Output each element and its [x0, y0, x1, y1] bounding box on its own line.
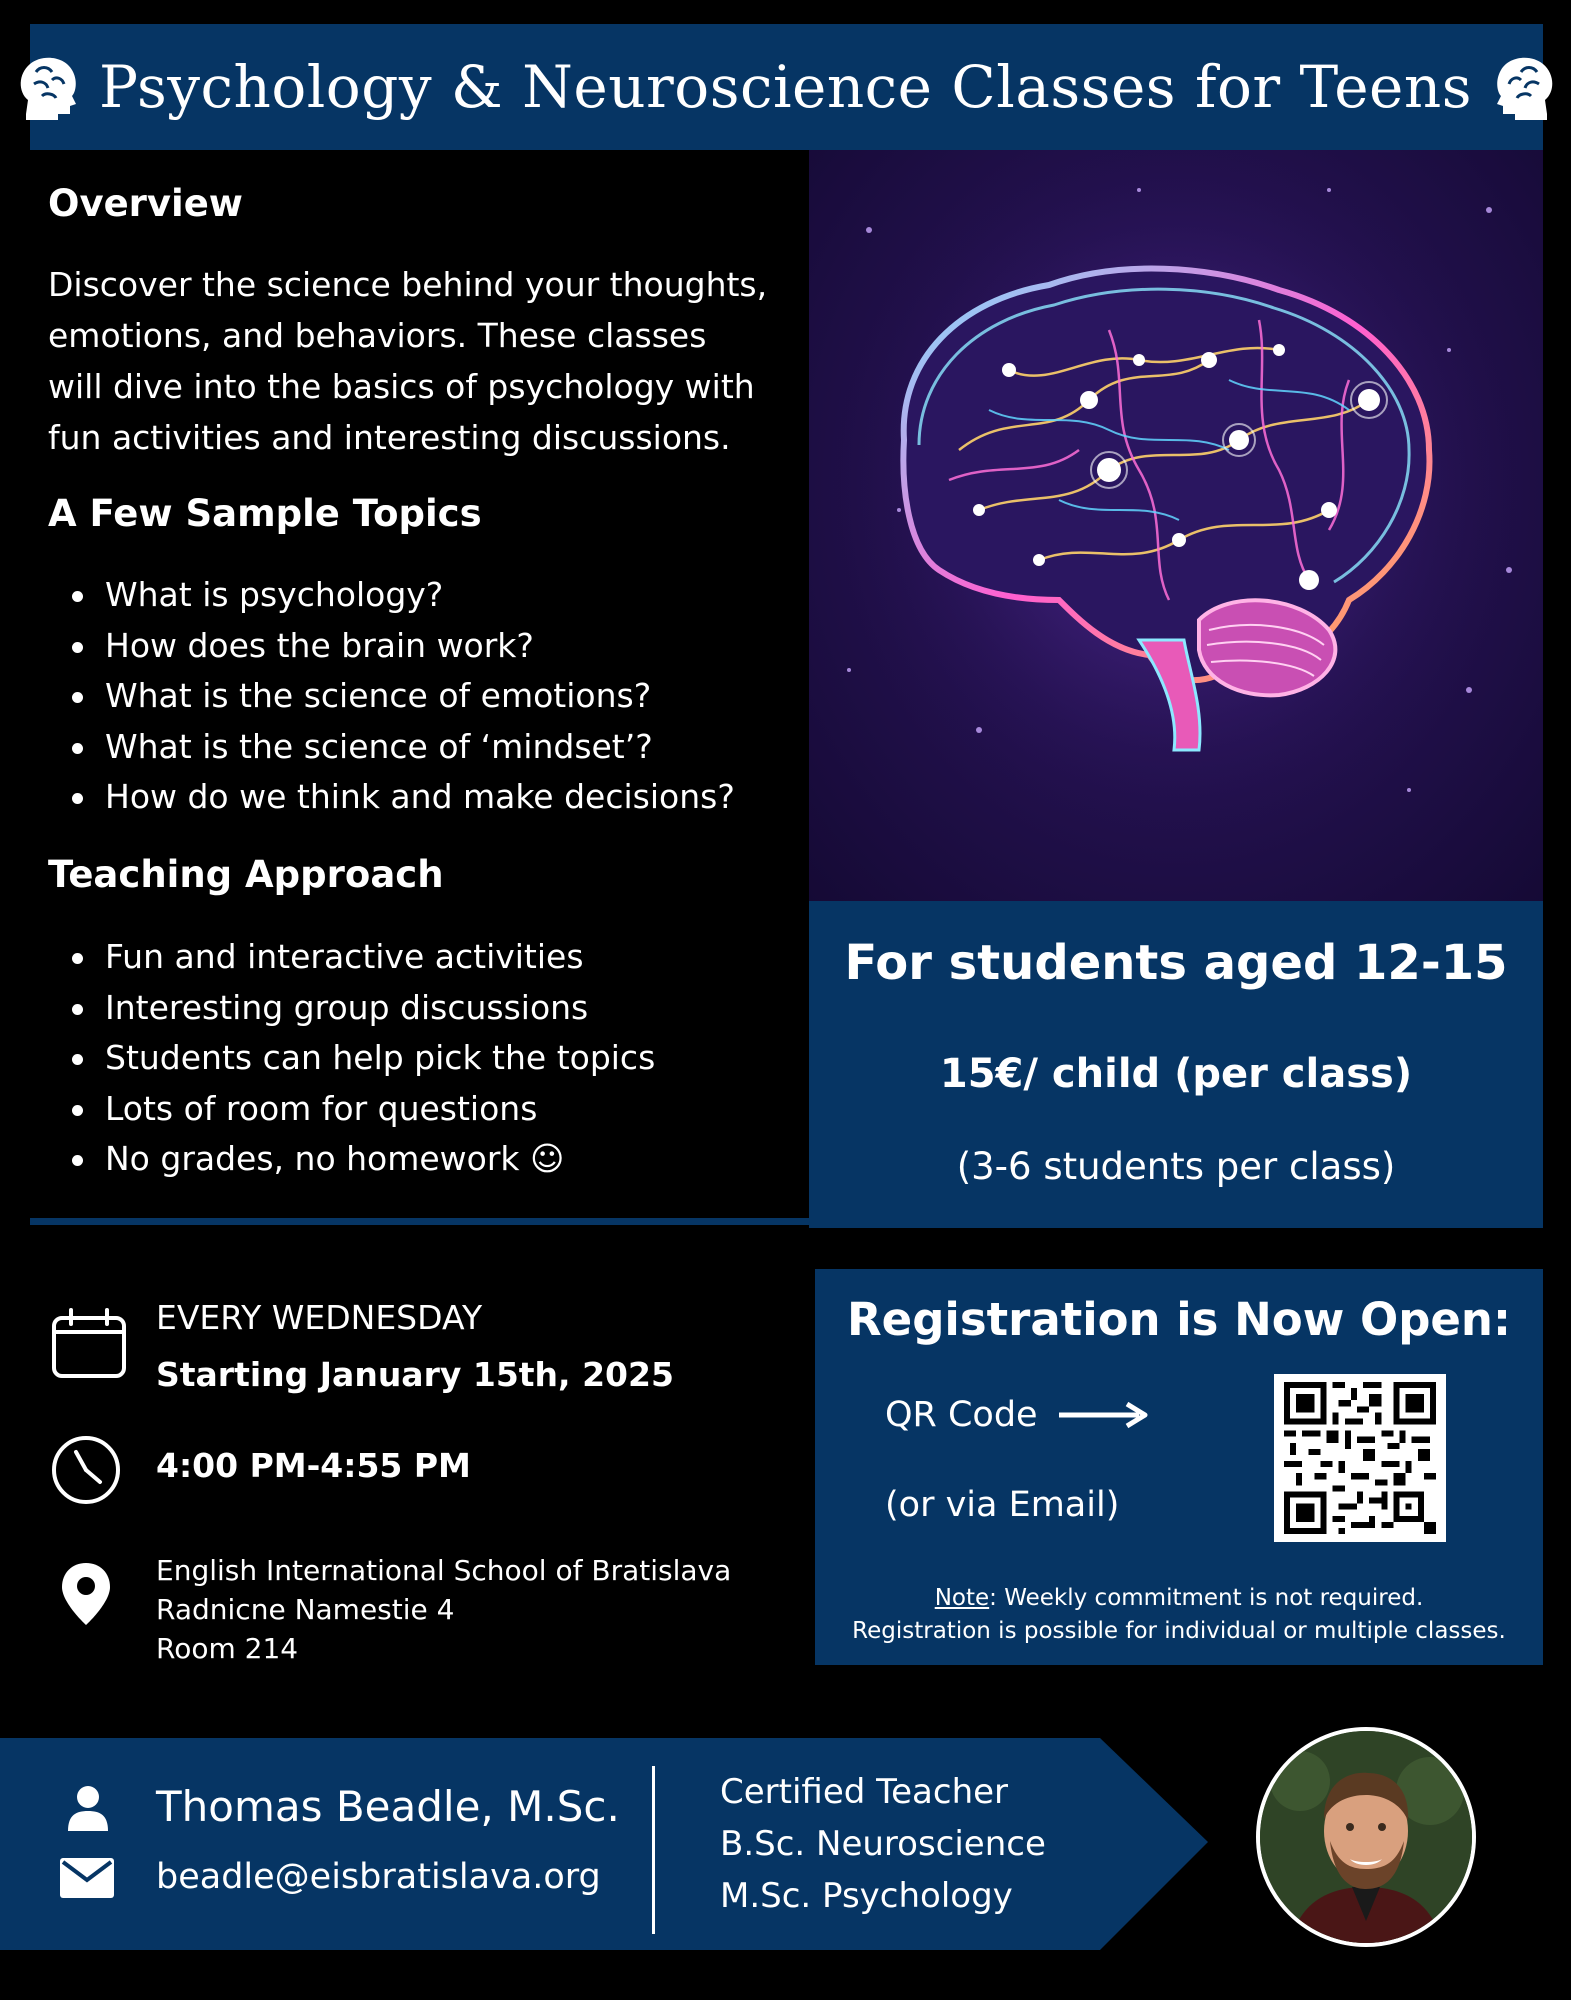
list-item: What is psychology?: [48, 570, 735, 621]
brain-illustration: [809, 150, 1543, 901]
list-item: How do we think and make decisions?: [48, 772, 735, 823]
price-label: 15€/ child (per class): [939, 1051, 1413, 1097]
note-line-2: Registration is possible for individual or multiple classes.: [852, 1618, 1506, 1644]
registration-title: Registration is Now Open:: [847, 1293, 1511, 1346]
address-line: Radnicne Namestie 4: [156, 1593, 455, 1626]
calendar-icon: [51, 1308, 127, 1380]
arrow-right-icon: [1057, 1400, 1149, 1430]
pricing-panel: [809, 901, 1543, 1228]
registration-panel: [815, 1269, 1543, 1665]
topics-heading: A Few Sample Topics: [48, 492, 482, 535]
list-item: What is the science of ‘mindset’?: [48, 722, 735, 773]
list-item: Students can help pick the topics: [48, 1033, 655, 1084]
envelope-icon: [60, 1858, 114, 1898]
list-item: Fun and interactive activities: [48, 932, 655, 983]
note-label: Note: [934, 1585, 990, 1611]
registration-note: [815, 1582, 1543, 1648]
qr-code-label: QR Code: [885, 1395, 1038, 1435]
list-item: Interesting group discussions: [48, 983, 655, 1034]
overview-line: Discover the science behind your thoughts,: [48, 265, 768, 304]
page-title: Psychology & Neuroscience Classes for Teens: [99, 53, 1472, 121]
list-item: No grades, no homework ☺: [48, 1134, 655, 1185]
class-size-label: (3-6 students per class): [956, 1145, 1396, 1188]
email-option-label: (or via Email): [885, 1485, 1120, 1525]
instructor-photo: [1256, 1727, 1476, 1947]
note-line-1: [815, 1582, 1543, 1615]
overview-heading: Overview: [48, 182, 243, 225]
clock-icon: [50, 1434, 122, 1506]
registration-qr-code[interactable]: [1274, 1374, 1446, 1542]
brain-head-icon: [12, 52, 84, 124]
overview-line: emotions, and behaviors. These classes: [48, 316, 707, 355]
overview-text: [48, 259, 788, 463]
person-icon: [66, 1785, 110, 1831]
overview-line: will dive into the basics of psychology with: [48, 367, 755, 406]
address-line: English International School of Bratislava: [156, 1554, 732, 1587]
instructor-email[interactable]: beadle@eisbratislava.org: [156, 1857, 601, 1897]
topics-list: [48, 570, 735, 823]
schedule-day: EVERY WEDNESDAY: [156, 1298, 483, 1337]
schedule-start: Starting January 15th, 2025: [156, 1355, 674, 1394]
audience-label: For students aged 12-15: [844, 935, 1508, 991]
approach-heading: Teaching Approach: [48, 853, 444, 896]
section-divider: [30, 1218, 809, 1225]
school-address: [156, 1551, 731, 1668]
overview-line: fun activities and interesting discussions.: [48, 418, 731, 457]
address-line: Room 214: [156, 1632, 299, 1665]
list-item: How does the brain work?: [48, 621, 735, 672]
credential-item: B.Sc. Neuroscience: [720, 1824, 1046, 1864]
note-text: : Weekly commitment is not required.: [989, 1585, 1424, 1611]
credential-item: M.Sc. Psychology: [720, 1876, 1013, 1916]
instructor-divider: [652, 1766, 655, 1934]
location-pin-icon: [60, 1561, 112, 1627]
list-item: What is the science of emotions?: [48, 671, 735, 722]
credential-item: Certified Teacher: [720, 1772, 1009, 1812]
schedule-time: 4:00 PM-4:55 PM: [156, 1446, 471, 1485]
list-item: Lots of room for questions: [48, 1084, 655, 1135]
approach-list: [48, 932, 655, 1185]
brain-head-icon: [1489, 52, 1561, 124]
instructor-name: Thomas Beadle, M.Sc.: [156, 1782, 620, 1831]
